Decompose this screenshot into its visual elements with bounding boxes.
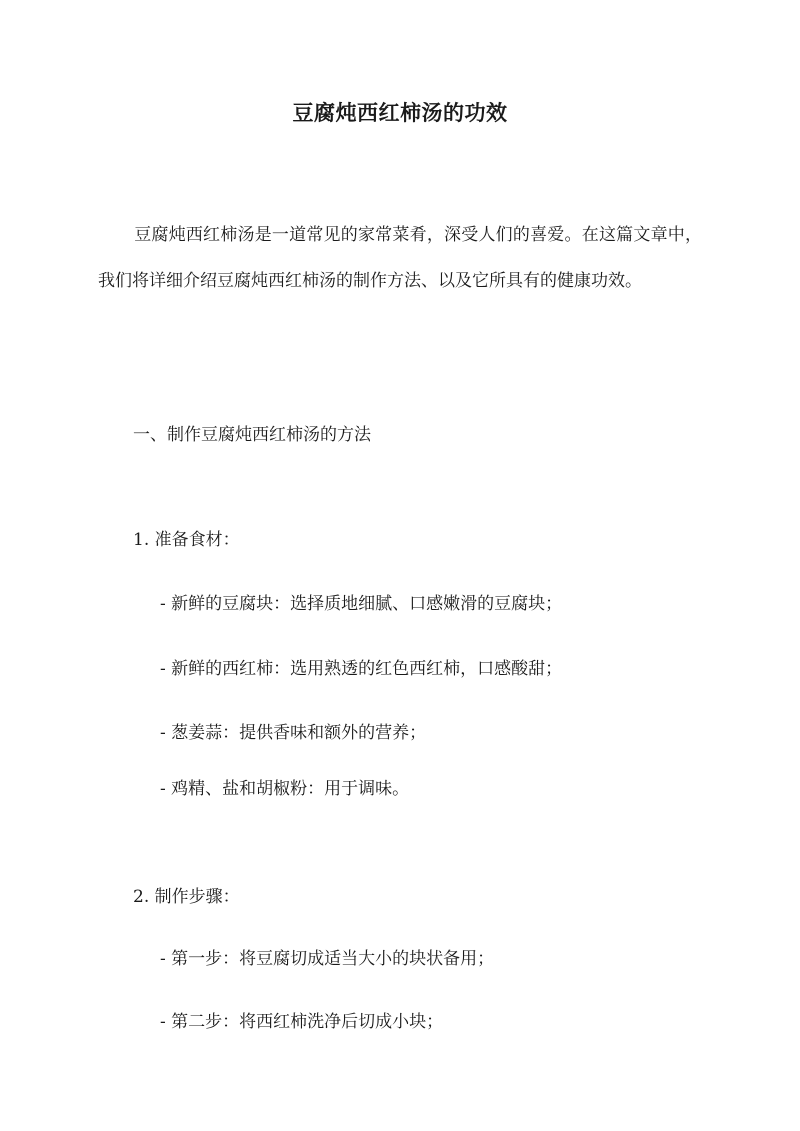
section-heading: 一、制作豆腐炖西红柿汤的方法 — [133, 425, 371, 445]
ingredients-heading: 1. 准备食材： — [133, 530, 240, 550]
steps-heading: 2. 制作步骤： — [133, 887, 240, 907]
intro-text: 豆腐炖西红柿汤是一道常见的家常菜肴，深受人们的喜爱。在这篇文章中，我们将详细介绍豆腐炖西红柿汤的制作方法、以及它所具有的健康功效。 — [98, 225, 702, 291]
document-title: 豆腐炖西红柿汤的功效 — [292, 100, 508, 125]
step-item: - 第一步：将豆腐切成适当大小的块状备用； — [160, 949, 495, 969]
ingredient-item: - 新鲜的豆腐块：选择质地细腻、口感嫩滑的豆腐块； — [160, 594, 563, 614]
ingredient-item: - 新鲜的西红柿：选用熟透的红色西红柿，口感酸甜； — [160, 659, 563, 679]
ingredient-item: - 鸡精、盐和胡椒粉：用于调味。 — [160, 779, 410, 799]
intro-paragraph — [98, 212, 702, 304]
ingredient-item: - 葱姜蒜：提供香味和额外的营养； — [160, 723, 427, 743]
step-item: - 第二步：将西红柿洗净后切成小块； — [160, 1012, 444, 1032]
